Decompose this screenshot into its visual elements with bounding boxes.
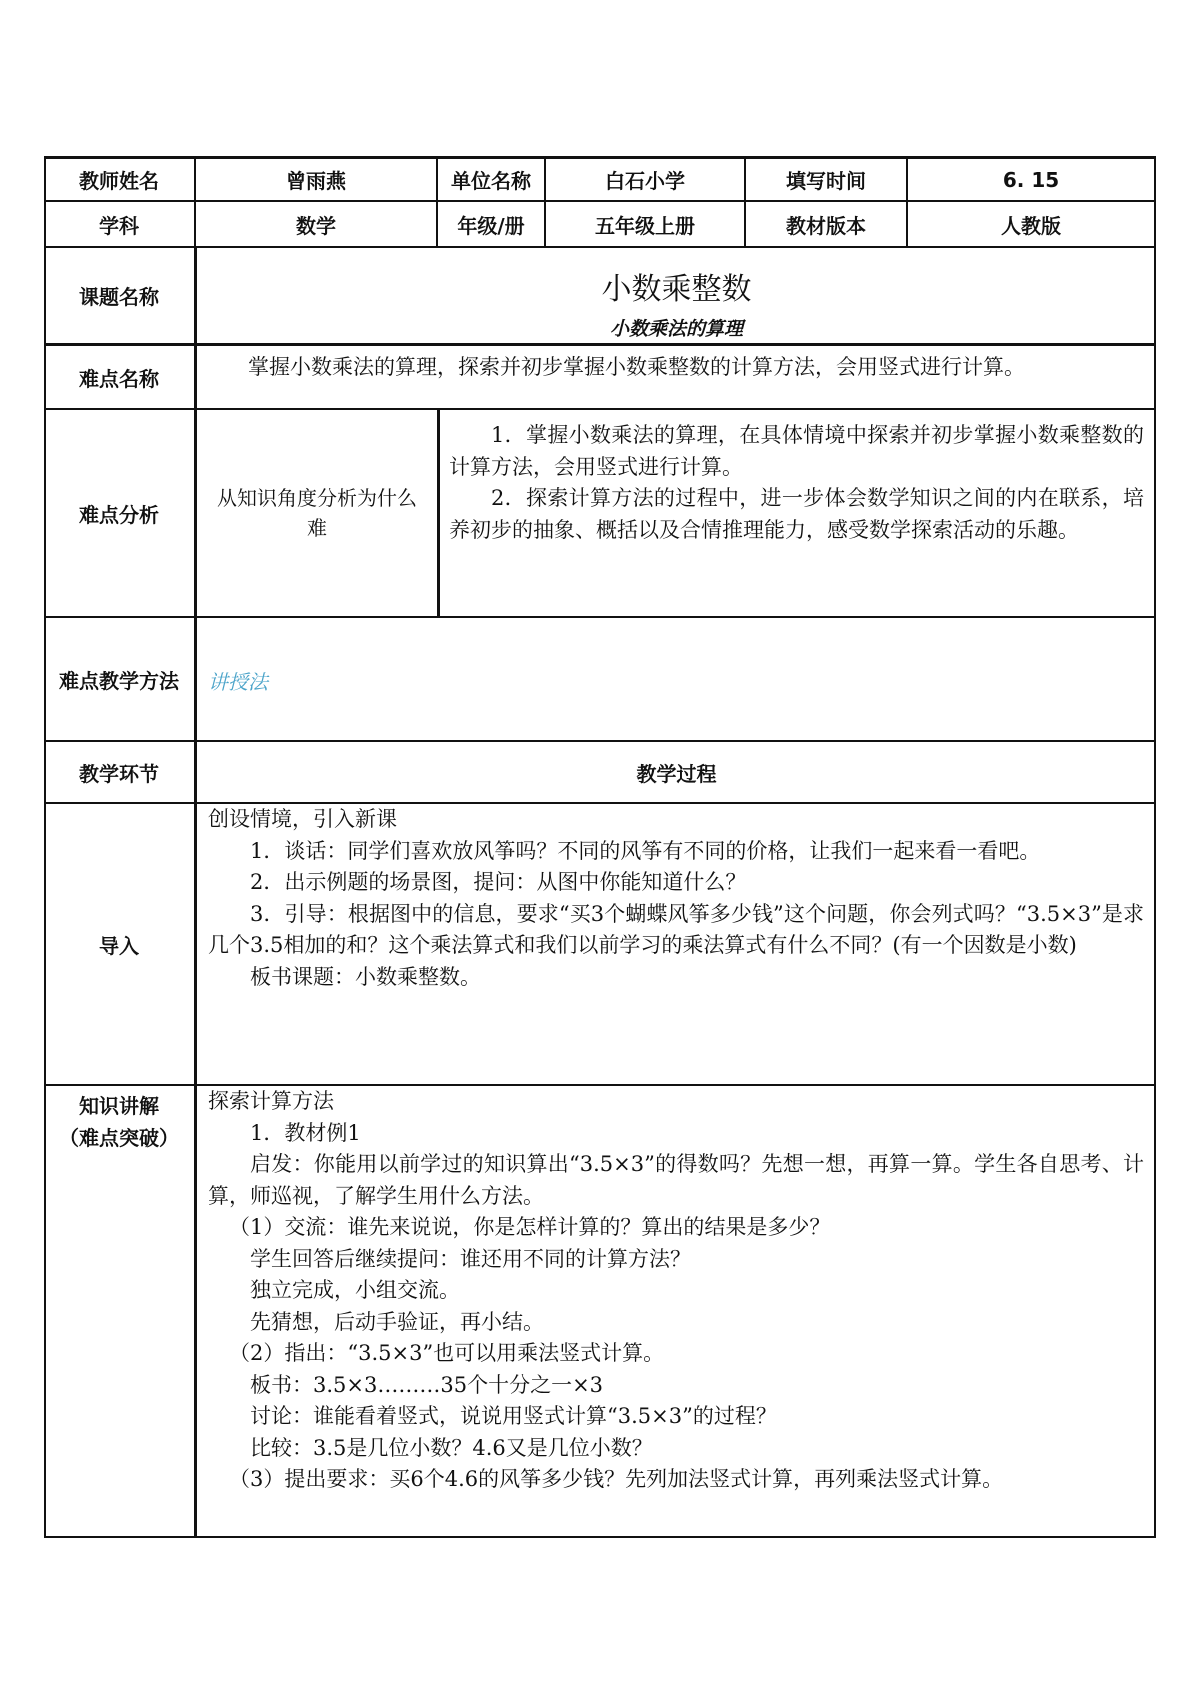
unit-label: 单位名称 bbox=[451, 169, 531, 193]
difficulty-text: 掌握小数乘法的算理，探索并初步掌握小数乘整数的计算方法，会用竖式进行计算。 bbox=[248, 355, 1025, 379]
knowledge-line: 探索计算方法 bbox=[208, 1089, 334, 1113]
date-value: 6. 15 bbox=[1002, 167, 1060, 192]
knowledge-text bbox=[208, 1086, 1144, 1496]
knowledge-line: （2）指出：“3.5×3”也可以用乘法竖式计算。 bbox=[229, 1341, 665, 1365]
knowledge-line: 1．教材例1 bbox=[250, 1120, 361, 1145]
intro-line: 1．谈话：同学们喜欢放风筝吗？不同的风筝有不同的价格，让我们一起来看一看吧。 bbox=[250, 838, 1041, 863]
knowledge-line: （3）提出要求：买6个4.6的风筝多少钱？先列加法竖式计算，再列乘法竖式计算。 bbox=[229, 1467, 1004, 1491]
knowledge-row bbox=[44, 1086, 1156, 1538]
process-header-row bbox=[44, 742, 1156, 804]
knowledge-line: 独立完成，小组交流。 bbox=[250, 1278, 460, 1302]
info-row-2 bbox=[44, 202, 1156, 248]
analysis-text bbox=[449, 420, 1144, 546]
knowledge-line: 启发：你能用以前学过的知识算出“3.5×3”的得数吗？先想一想，再算一算。学生各自思考、计算，师巡视，了解学生用什么方法。 bbox=[208, 1152, 1144, 1208]
method-value: 讲授法 bbox=[208, 670, 268, 694]
teacher-label: 教师姓名 bbox=[79, 169, 159, 193]
intro-line: 2．出示例题的场景图，提问：从图中你能知道什么？ bbox=[250, 870, 747, 894]
topic-label: 课题名称 bbox=[79, 285, 159, 309]
knowledge-line: 讨论：谁能看着竖式，说说用竖式计算“3.5×3”的过程？ bbox=[250, 1404, 777, 1428]
intro-line: 3．引导：根据图中的信息，要求“买3个蝴蝶风筝多少钱”这个问题，你会列式吗？“3.5×3”是求几个3.5相加的和？这个乘法算式和我们以前学习的乘法算式有什么不同？(有一个因数是小数) bbox=[208, 901, 1144, 957]
teacher-name: 曾雨燕 bbox=[286, 169, 346, 193]
topic-title: 小数乘整数 bbox=[601, 272, 752, 307]
analysis-sub-label: 从知识角度分析为什么难 bbox=[217, 486, 417, 540]
grade-label: 年级/册 bbox=[457, 213, 525, 238]
process-header-right: 教学过程 bbox=[636, 761, 717, 786]
intro-label: 导入 bbox=[99, 933, 139, 958]
knowledge-label bbox=[44, 1090, 194, 1154]
subject-value: 数学 bbox=[296, 213, 336, 238]
date-label: 填写时间 bbox=[786, 169, 866, 193]
method-row bbox=[44, 618, 1156, 742]
method-label: 难点教学方法 bbox=[59, 668, 179, 693]
intro-line: 板书课题：小数乘整数。 bbox=[250, 964, 481, 989]
intro-row bbox=[44, 804, 1156, 1086]
edition-label: 教材版本 bbox=[786, 213, 866, 238]
process-header-left: 教学环节 bbox=[79, 761, 159, 786]
analysis-row bbox=[44, 410, 1156, 618]
knowledge-line: （1）交流：谁先来说说，你是怎样计算的？算出的结果是多少？ bbox=[229, 1215, 831, 1239]
knowledge-line: 先猜想，后动手验证，再小结。 bbox=[250, 1309, 544, 1334]
analysis-label: 难点分析 bbox=[79, 502, 159, 527]
knowledge-line: 板书：3.5×3………35个十分之一×3 bbox=[250, 1372, 604, 1397]
intro-text bbox=[208, 804, 1144, 993]
topic-subtitle: 小数乘法的算理 bbox=[609, 318, 743, 340]
unit-name: 白石小学 bbox=[605, 169, 685, 193]
topic-row bbox=[44, 248, 1156, 346]
edition-value: 人教版 bbox=[1001, 213, 1061, 238]
knowledge-line: 学生回答后继续提问：谁还用不同的计算方法？ bbox=[250, 1246, 691, 1271]
difficulty-row bbox=[44, 346, 1156, 410]
info-row-1 bbox=[44, 159, 1156, 202]
subject-label: 学科 bbox=[99, 213, 139, 238]
intro-line: 创设情境，引入新课 bbox=[208, 807, 397, 831]
analysis-paragraph-1: 1．掌握小数乘法的算理，在具体情境中探索并初步掌握小数乘整数的计算方法，会用竖式进行计算。 bbox=[449, 423, 1144, 479]
knowledge-label-2: （难点突破） bbox=[59, 1126, 179, 1150]
knowledge-line: 比较：3.5是几位小数？4.6又是几位小数？ bbox=[250, 1435, 653, 1460]
difficulty-label: 难点名称 bbox=[79, 366, 159, 391]
knowledge-label-1: 知识讲解 bbox=[79, 1094, 159, 1118]
analysis-paragraph-2: 2．探索计算方法的过程中，进一步体会数学知识之间的内在联系，培养初步的抽象、概括以及合情推理能力，感受数学探索活动的乐趣。 bbox=[449, 486, 1144, 542]
grade-value: 五年级上册 bbox=[595, 213, 695, 238]
